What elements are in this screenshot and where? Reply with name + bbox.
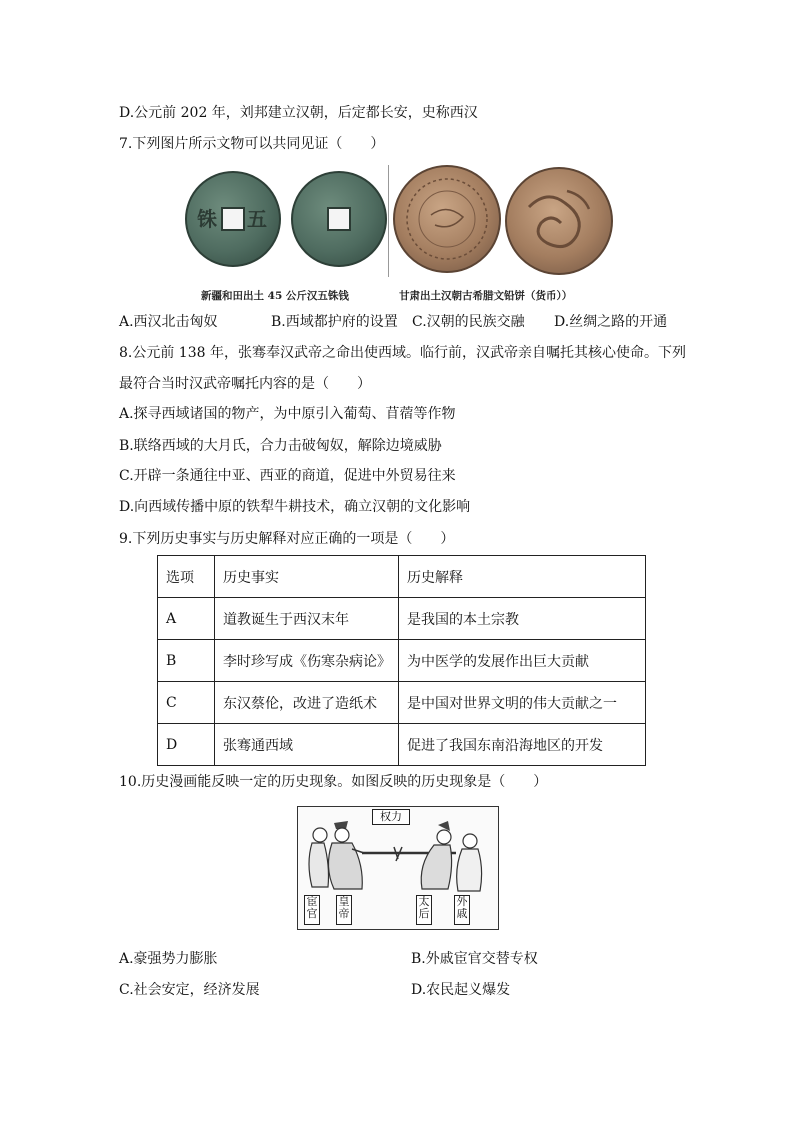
cartoon-label-empress: 太后 (416, 895, 432, 925)
q7-option-a: A.西汉北击匈奴 (119, 314, 218, 330)
table-header-row (158, 556, 646, 598)
q8-option-d: D.向西域传播中原的铁犁牛耕技术，确立汉朝的文化影响 (119, 499, 471, 515)
q7-question: 7.下列图片所示文物可以共同见证（ ） (119, 136, 385, 152)
q7-figure (183, 165, 613, 277)
row-explanation: 是我国的本土宗教 (399, 598, 646, 640)
q7-caption-right: 甘肃出土汉朝古希腊文铅饼（货币）） (399, 290, 573, 302)
q7-options (119, 313, 679, 331)
q7-option-c: C.汉朝的民族交融 (412, 314, 525, 330)
q10-options-row2 (119, 981, 679, 999)
table-row (158, 682, 646, 724)
wuzhu-coin-back (291, 171, 387, 267)
table-row (158, 724, 646, 766)
q6-option-d: D.公元前 202 年，刘邦建立汉朝，后定都长安，史称西汉 (119, 105, 478, 121)
q8-option-c: C.开辟一条通往中亚、西亚的商道，促进中外贸易往来 (119, 468, 456, 484)
coin-glyph-left: 铢 (197, 207, 217, 231)
lead-cake-back (505, 167, 613, 275)
q8-option-a: A.探寻西域诸国的物产，为中原引入葡萄、苜蓿等作物 (119, 406, 456, 422)
coin-glyph-right: 五 (247, 207, 267, 231)
row-option: A (158, 598, 215, 640)
cartoon-label-power: 权力 (372, 809, 410, 825)
header-explanation: 历史解释 (399, 556, 646, 598)
row-fact: 李时珍写成《伤寒杂病论》 (215, 640, 399, 682)
header-option: 选项 (158, 556, 215, 598)
row-explanation: 促进了我国东南沿海地区的开发 (399, 724, 646, 766)
dragon-pattern (507, 169, 611, 273)
row-fact: 张骞通西域 (215, 724, 399, 766)
table-row (158, 640, 646, 682)
q7-option-d: D.丝绸之路的开通 (554, 314, 668, 330)
lead-cake-front (393, 165, 501, 273)
row-option: D (158, 724, 215, 766)
q7-option-b: B.西域都护府的设置 (271, 314, 398, 330)
row-option: B (158, 640, 215, 682)
coin-square-hole (327, 207, 351, 231)
q8-question-line1: 8.公元前 138 年，张骞奉汉武帝之命出使西域。临行前，汉武帝亲自嘱托其核心使命。下列 (119, 345, 686, 361)
row-explanation: 为中医学的发展作出巨大贡献 (399, 640, 646, 682)
table-row (158, 598, 646, 640)
q8-question-line2: 最符合当时汉武帝嘱托内容的是（ ） (119, 376, 371, 392)
q10-options-row1 (119, 950, 679, 968)
cartoon-label-relatives: 外戚 (454, 895, 470, 925)
row-fact: 道教诞生于西汉末年 (215, 598, 399, 640)
power-struggle-cartoon (297, 806, 499, 930)
row-option: C (158, 682, 215, 724)
wuzhu-coin-front (185, 171, 281, 267)
q8-option-b: B.联络西域的大月氏，合力击破匈奴，解除边境威胁 (119, 438, 442, 454)
header-fact: 历史事实 (215, 556, 399, 598)
q7-caption-left: 新疆和田出土 45 公斤汉五铢钱 (201, 290, 349, 302)
q10-question: 10.历史漫画能反映一定的历史现象。如图反映的历史现象是（ ） (119, 774, 548, 790)
cartoon-label-emperor: 皇帝 (336, 895, 352, 925)
q10-option-a: A.豪强势力膨胀 (119, 951, 218, 967)
greek-inscription-pattern (395, 167, 499, 271)
figure-divider (388, 165, 389, 277)
q10-option-c: C.社会安定，经济发展 (119, 982, 260, 998)
q10-option-b: B.外戚宦官交替专权 (411, 951, 538, 967)
coin-square-hole (221, 207, 245, 231)
q9-question: 9.下列历史事实与历史解释对应正确的一项是（ ） (119, 531, 455, 547)
q10-option-d: D.农民起义爆发 (411, 982, 511, 998)
row-explanation: 是中国对世界文明的伟大贡献之一 (399, 682, 646, 724)
cartoon-label-eunuch: 宦官 (304, 895, 320, 925)
q9-table (157, 555, 646, 766)
row-fact: 东汉蔡伦，改进了造纸术 (215, 682, 399, 724)
